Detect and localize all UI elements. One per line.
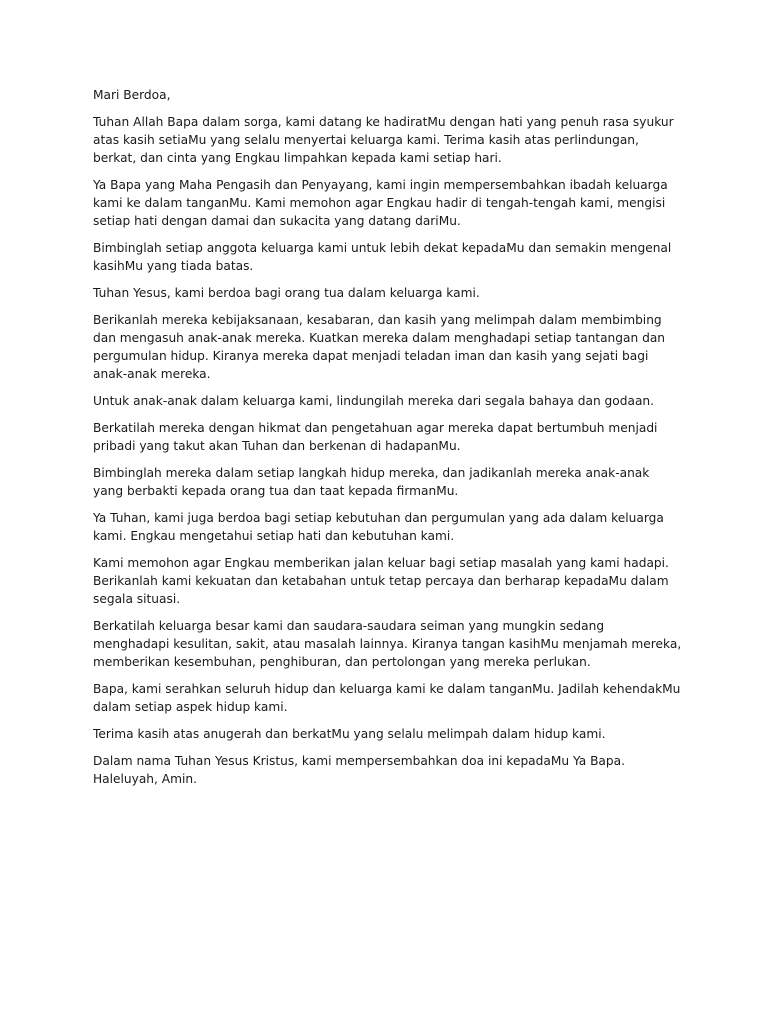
paragraph: Kami memohon agar Engkau memberikan jalan keluar bagi setiap masalah yang kami hadapi. Berikanlah kami kekuatan dan ketabahan untuk tetap percaya dan berharap kepadaMu dalam segala situasi. [93,556,669,606]
paragraph: Berkatilah mereka dengan hikmat dan pengetahuan agar mereka dapat bertumbuh menjadi pribadi yang takut akan Tuhan dan berkenan di hadapanMu. [93,421,658,453]
paragraph: Berikanlah mereka kebijaksanaan, kesabaran, dan kasih yang melimpah dalam membimbing dan mengasuh anak-anak mereka. Kuatkan mereka dalam menghadapi setiap tantangan dan pergumulan hidup. Kiranya mereka dapat menjadi teladan iman dan kasih yang sejati bagi anak-anak mereka. [93,313,666,381]
paragraph: Bimbinglah setiap anggota keluarga kami untuk lebih dekat kepadaMu dan semakin mengenal kasihMu yang tiada batas. [93,241,672,273]
paragraph-greeting: Mari Berdoa, [93,88,171,102]
paragraph: Terima kasih atas anugerah dan berkatMu yang selalu melimpah dalam hidup kami. [93,727,606,741]
paragraph: Berkatilah keluarga besar kami dan saudara-saudara seiman yang mungkin sedang menghadapi kesulitan, sakit, atau masalah lainnya. Kiranya tangan kasihMu menjamah mereka, memberikan kesembuhan, penghiburan, dan pertolongan yang mereka perlukan. [93,619,682,669]
document-body [93,86,683,797]
paragraph-closing: Dalam nama Tuhan Yesus Kristus, kami mempersembahkan doa ini kepadaMu Ya Bapa. Haleluyah, Amin. [93,754,625,786]
paragraph: Untuk anak-anak dalam keluarga kami, lindungilah mereka dari segala bahaya dan godaan. [93,394,655,408]
paragraph: Tuhan Yesus, kami berdoa bagi orang tua dalam keluarga kami. [93,286,480,300]
paragraph: Bimbinglah mereka dalam setiap langkah hidup mereka, dan jadikanlah mereka anak-anak yang berbakti kepada orang tua dan taat kepada firmanMu. [93,466,650,498]
paragraph: Ya Bapa yang Maha Pengasih dan Penyayang, kami ingin mempersembahkan ibadah keluarga kami ke dalam tanganMu. Kami memohon agar Engkau hadir di tengah-tengah kami, mengisi setiap hati dengan damai dan sukacita yang datang dariMu. [93,178,668,228]
paragraph: Tuhan Allah Bapa dalam sorga, kami datang ke hadiratMu dengan hati yang penuh rasa syukur atas kasih setiaMu yang selalu menyertai keluarga kami. Terima kasih atas perlindungan, berkat, dan cinta yang Engkau limpahkan kepada kami setiap hari. [93,115,674,165]
paragraph: Ya Tuhan, kami juga berdoa bagi setiap kebutuhan dan pergumulan yang ada dalam keluarga kami. Engkau mengetahui setiap hati dan kebutuhan kami. [93,511,664,543]
paragraph: Bapa, kami serahkan seluruh hidup dan keluarga kami ke dalam tanganMu. Jadilah kehendakMu dalam setiap aspek hidup kami. [93,682,681,714]
